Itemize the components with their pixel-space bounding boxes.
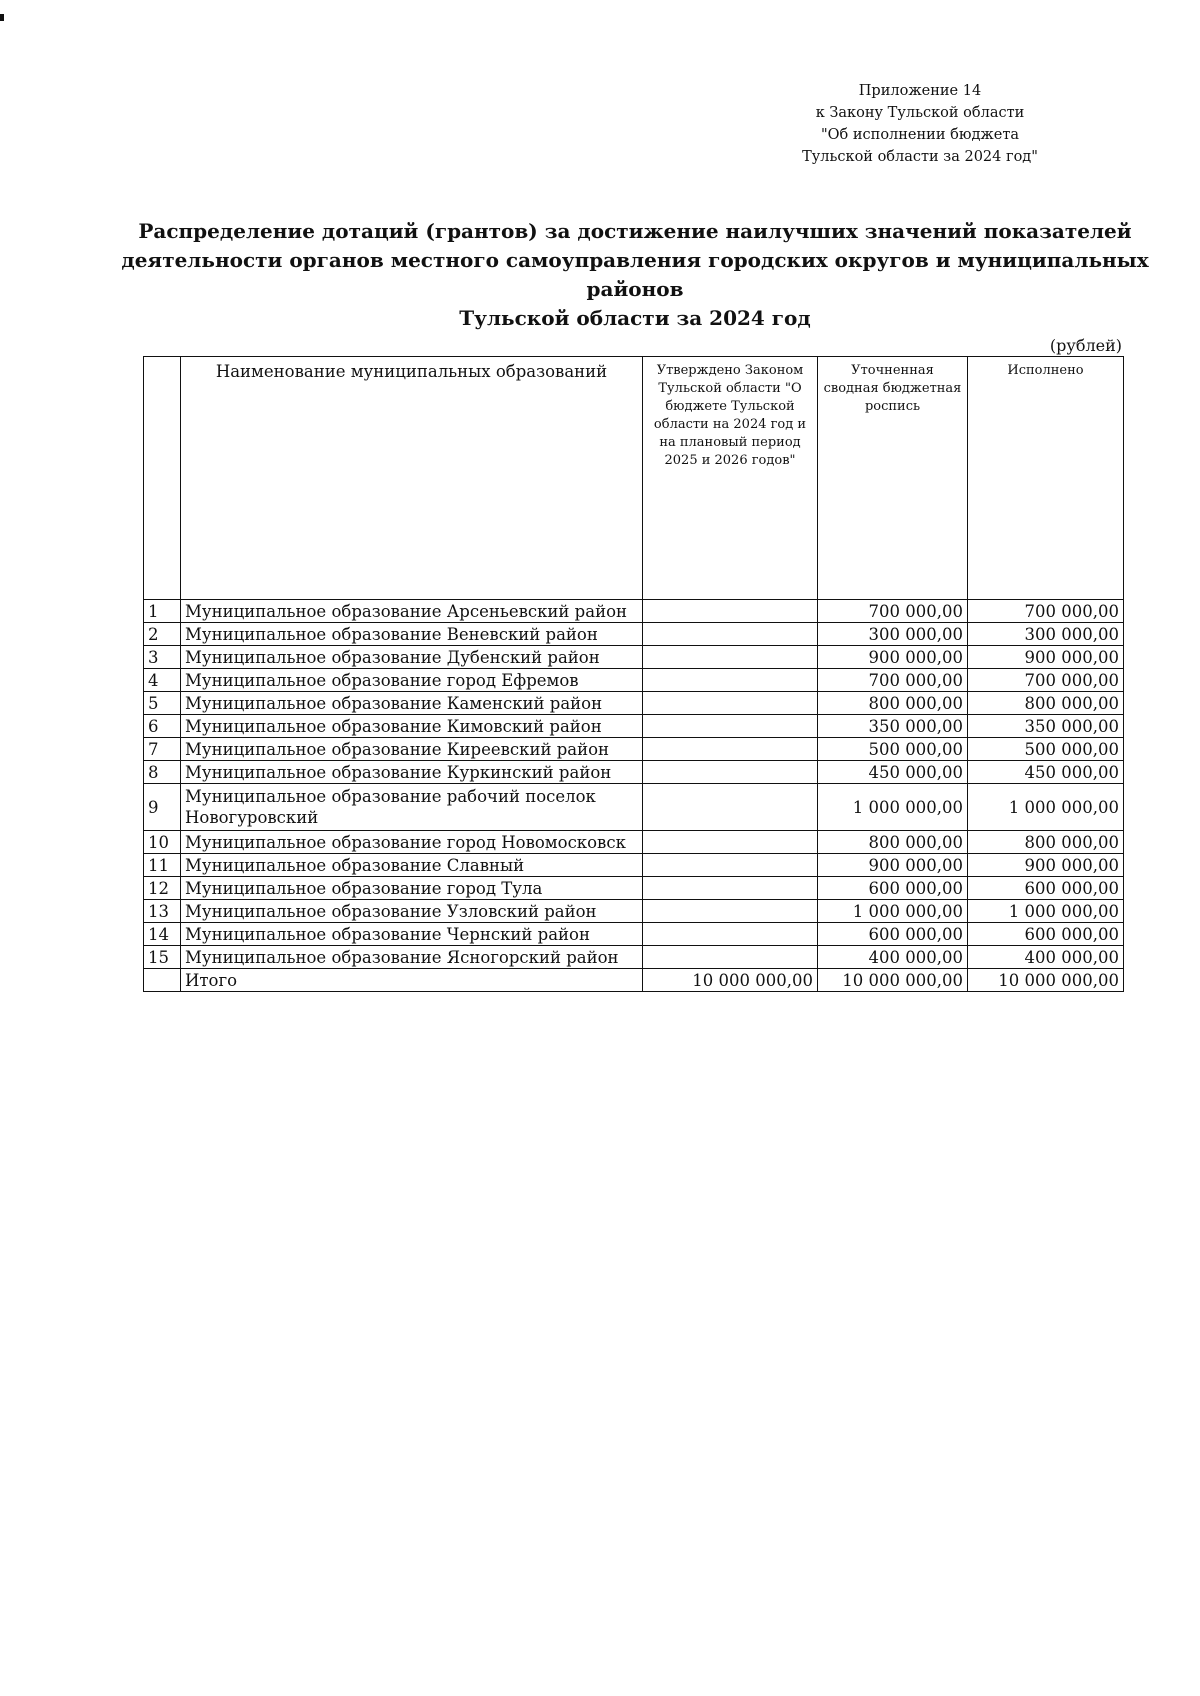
row-approved bbox=[643, 900, 818, 923]
row-number: 3 bbox=[144, 646, 181, 669]
row-approved bbox=[643, 738, 818, 761]
row-name: Муниципальное образование Каменский район bbox=[181, 692, 643, 715]
row-name: Муниципальное образование Веневский район bbox=[181, 623, 643, 646]
appendix-line: "Об исполнении бюджета bbox=[820, 127, 1019, 143]
header-executed: Исполнено bbox=[968, 357, 1124, 600]
header-name: Наименование муниципальных образований bbox=[181, 357, 643, 600]
title-line: деятельности органов местного самоуправления городских округов и муниципальных районов bbox=[121, 248, 1149, 301]
row-number: 8 bbox=[144, 761, 181, 784]
row-approved bbox=[643, 623, 818, 646]
row-approved bbox=[643, 946, 818, 969]
row-number: 14 bbox=[144, 923, 181, 946]
row-approved bbox=[643, 784, 818, 831]
row-executed: 300 000,00 bbox=[968, 623, 1124, 646]
table-row bbox=[144, 623, 1124, 646]
table-row bbox=[144, 715, 1124, 738]
row-number: 2 bbox=[144, 623, 181, 646]
row-approved bbox=[643, 831, 818, 854]
row-executed: 1 000 000,00 bbox=[968, 900, 1124, 923]
row-executed: 1 000 000,00 bbox=[968, 784, 1124, 831]
title-line: Тульской области за 2024 год bbox=[459, 306, 811, 330]
row-name: Муниципальное образование Ясногорский район bbox=[181, 946, 643, 969]
table-row bbox=[144, 854, 1124, 877]
row-name: Муниципальное образование Кимовский район bbox=[181, 715, 643, 738]
row-name: Муниципальное образование Киреевский район bbox=[181, 738, 643, 761]
appendix-note bbox=[740, 80, 1100, 168]
row-refined: 700 000,00 bbox=[818, 600, 968, 623]
row-approved bbox=[643, 692, 818, 715]
row-refined: 500 000,00 bbox=[818, 738, 968, 761]
row-name: Муниципальное образование город Тула bbox=[181, 877, 643, 900]
total-label: Итого bbox=[181, 969, 643, 992]
total-refined: 10 000 000,00 bbox=[818, 969, 968, 992]
row-number: 4 bbox=[144, 669, 181, 692]
row-refined: 600 000,00 bbox=[818, 877, 968, 900]
appendix-line: Тульской области за 2024 год" bbox=[802, 149, 1038, 165]
row-refined: 450 000,00 bbox=[818, 761, 968, 784]
row-number: 7 bbox=[144, 738, 181, 761]
table-row bbox=[144, 738, 1124, 761]
row-refined: 1 000 000,00 bbox=[818, 784, 968, 831]
row-executed: 800 000,00 bbox=[968, 831, 1124, 854]
row-executed: 900 000,00 bbox=[968, 646, 1124, 669]
table-header-row bbox=[144, 357, 1124, 600]
row-number: 9 bbox=[144, 784, 181, 831]
row-refined: 800 000,00 bbox=[818, 831, 968, 854]
row-refined: 700 000,00 bbox=[818, 669, 968, 692]
row-name: Муниципальное образование Славный bbox=[181, 854, 643, 877]
header-approved: Утверждено Законом Тульской области "О бюджете Тульской области на 2024 год и на плановый период 2025 и 2026 годов" bbox=[643, 357, 818, 600]
row-number: 12 bbox=[144, 877, 181, 900]
row-executed: 350 000,00 bbox=[968, 715, 1124, 738]
total-executed: 10 000 000,00 bbox=[968, 969, 1124, 992]
row-number: 1 bbox=[144, 600, 181, 623]
row-executed: 800 000,00 bbox=[968, 692, 1124, 715]
row-approved bbox=[643, 669, 818, 692]
row-number: 5 bbox=[144, 692, 181, 715]
row-name: Муниципальное образование рабочий поселок Новогуровский bbox=[181, 784, 643, 831]
row-name: Муниципальное образование Куркинский район bbox=[181, 761, 643, 784]
row-executed: 900 000,00 bbox=[968, 854, 1124, 877]
row-approved bbox=[643, 877, 818, 900]
row-number: 13 bbox=[144, 900, 181, 923]
title-line: Распределение дотаций (грантов) за достижение наилучших значений показателей bbox=[138, 219, 1132, 243]
row-name: Муниципальное образование Чернский район bbox=[181, 923, 643, 946]
row-number: 15 bbox=[144, 946, 181, 969]
row-executed: 450 000,00 bbox=[968, 761, 1124, 784]
row-refined: 800 000,00 bbox=[818, 692, 968, 715]
row-approved bbox=[643, 646, 818, 669]
row-name: Муниципальное образование город Ефремов bbox=[181, 669, 643, 692]
total-approved: 10 000 000,00 bbox=[643, 969, 818, 992]
total-row bbox=[144, 969, 1124, 992]
scan-mark bbox=[0, 14, 4, 21]
row-refined: 900 000,00 bbox=[818, 646, 968, 669]
row-executed: 500 000,00 bbox=[968, 738, 1124, 761]
table-row bbox=[144, 669, 1124, 692]
table-row bbox=[144, 900, 1124, 923]
row-refined: 400 000,00 bbox=[818, 946, 968, 969]
units-label: (рублей) bbox=[1049, 336, 1122, 355]
row-name: Муниципальное образование Дубенский район bbox=[181, 646, 643, 669]
row-name: Муниципальное образование Узловский район bbox=[181, 900, 643, 923]
table-row bbox=[144, 923, 1124, 946]
row-approved bbox=[643, 761, 818, 784]
grants-table bbox=[143, 356, 1124, 992]
total-number bbox=[144, 969, 181, 992]
table-row bbox=[144, 646, 1124, 669]
appendix-line: к Закону Тульской области bbox=[815, 105, 1025, 121]
row-refined: 350 000,00 bbox=[818, 715, 968, 738]
table-row bbox=[144, 600, 1124, 623]
row-number: 10 bbox=[144, 831, 181, 854]
row-refined: 900 000,00 bbox=[818, 854, 968, 877]
row-approved bbox=[643, 600, 818, 623]
table-row bbox=[144, 692, 1124, 715]
header-number bbox=[144, 357, 181, 600]
appendix-line: Приложение 14 bbox=[858, 83, 982, 99]
row-executed: 400 000,00 bbox=[968, 946, 1124, 969]
row-name: Муниципальное образование город Новомосковск bbox=[181, 831, 643, 854]
row-approved bbox=[643, 715, 818, 738]
row-number: 6 bbox=[144, 715, 181, 738]
row-executed: 600 000,00 bbox=[968, 923, 1124, 946]
table-row bbox=[144, 784, 1124, 831]
row-number: 11 bbox=[144, 854, 181, 877]
row-approved bbox=[643, 923, 818, 946]
row-executed: 700 000,00 bbox=[968, 600, 1124, 623]
row-refined: 1 000 000,00 bbox=[818, 900, 968, 923]
row-refined: 300 000,00 bbox=[818, 623, 968, 646]
row-executed: 700 000,00 bbox=[968, 669, 1124, 692]
header-refined: Уточненная сводная бюджетная роспись bbox=[818, 357, 968, 600]
table-row bbox=[144, 831, 1124, 854]
table-row bbox=[144, 946, 1124, 969]
table-row bbox=[144, 761, 1124, 784]
table-row bbox=[144, 877, 1124, 900]
row-executed: 600 000,00 bbox=[968, 877, 1124, 900]
document-title bbox=[120, 217, 1150, 333]
row-name: Муниципальное образование Арсеньевский район bbox=[181, 600, 643, 623]
row-approved bbox=[643, 854, 818, 877]
row-refined: 600 000,00 bbox=[818, 923, 968, 946]
